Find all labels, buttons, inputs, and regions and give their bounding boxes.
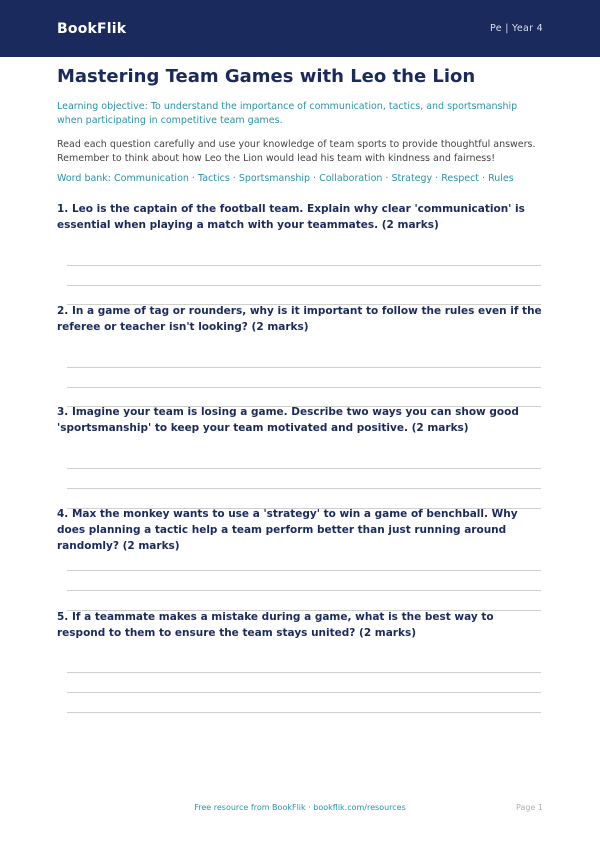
answer-line[interactable] (67, 712, 541, 713)
answer-line[interactable] (67, 488, 541, 489)
question-5: 5. If a teammate makes a mistake during a game, what is the best way to respond to them to ensure the team stays united? (2 marks) (57, 611, 494, 639)
question-3: 3. Imagine your team is losing a game. Describe two ways you can show good 'sportsmanship' to keep your team motivated and positive. (2 marks) (57, 406, 519, 434)
answer-line[interactable] (67, 672, 541, 673)
answer-line[interactable] (67, 590, 541, 591)
brand-logo-text[interactable]: BookFlik (57, 20, 127, 37)
subject-year-label: Pe | Year 4 (490, 23, 543, 34)
answer-line[interactable] (67, 387, 541, 388)
footer-credit[interactable]: Free resource from BookFlik · bookflik.com/resources (194, 803, 406, 812)
header-bar (0, 0, 600, 57)
learning-objective: Learning objective: To understand the importance of communication, tactics, and sportsmanship when participating in competitive team games. (57, 101, 518, 126)
answer-line[interactable] (67, 692, 541, 693)
page-title: Mastering Team Games with Leo the Lion (57, 66, 476, 87)
page-number: Page 1 (516, 803, 543, 812)
answer-line[interactable] (67, 285, 541, 286)
answer-line[interactable] (67, 367, 541, 368)
answer-line[interactable] (67, 265, 541, 266)
instructions-text: Read each question carefully and use your knowledge of team sports to provide thoughtful answers. Remember to think about how Leo the Lion would lead his team with kindness and fairness! (57, 139, 536, 164)
question-4: 4. Max the monkey wants to use a 'strategy' to win a game of benchball. Why does planning a tactic help a team perform better than just running around randomly? (2 marks) (57, 508, 518, 552)
answer-line[interactable] (67, 468, 541, 469)
question-1: 1. Leo is the captain of the football team. Explain why clear 'communication' is essential when playing a match with your teammates. (2 marks) (57, 203, 525, 231)
word-bank: Word bank: Communication · Tactics · Sportsmanship · Collaboration · Strategy · Respect · Rules (57, 173, 514, 184)
question-2: 2. In a game of tag or rounders, why is it important to follow the rules even if the referee or teacher isn't looking? (2 marks) (57, 305, 542, 333)
answer-line[interactable] (67, 570, 541, 571)
